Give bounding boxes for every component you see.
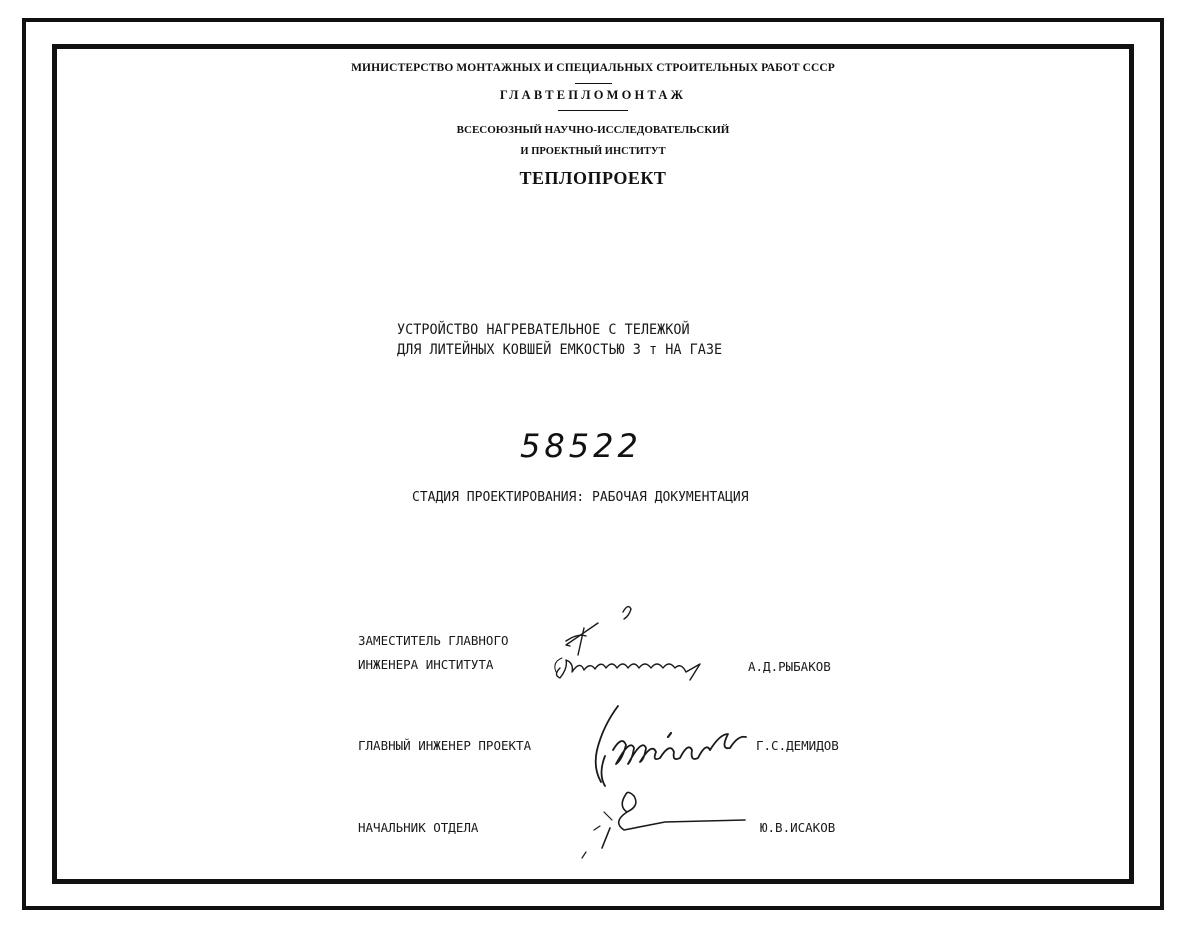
signature-1 xyxy=(555,607,700,680)
document-title-line-2: ДЛЯ ЛИТЕЙНЫХ КОВШЕЙ ЕМКОСТЬЮ 3 т НА ГАЗЕ xyxy=(397,341,723,359)
signature-2 xyxy=(596,706,746,786)
signatory-1-name: А.Д.РЫБАКОВ xyxy=(748,659,831,674)
signatory-2-name: Г.С.ДЕМИДОВ xyxy=(756,738,839,753)
glavk-name: ГЛАВТЕПЛОМОНТАЖ xyxy=(499,88,687,102)
signature-3 xyxy=(582,792,745,858)
document-title-line-1: УСТРОЙСТВО НАГРЕВАТЕЛЬНОЕ С ТЕЛЕЖКОЙ xyxy=(397,321,690,339)
design-stage: СТАДИЯ ПРОЕКТИРОВАНИЯ: РАБОЧАЯ ДОКУМЕНТАЦИЯ xyxy=(412,490,749,505)
signatory-1-position-line-1: ЗАМЕСТИТЕЛЬ ГЛАВНОГО xyxy=(358,633,509,648)
institute-name: ТЕПЛОПРОЕКТ xyxy=(519,168,667,188)
document-number: 58522 xyxy=(520,427,642,465)
signatory-1-position-line-2: ИНЖЕНЕРА ИНСТИТУТА xyxy=(358,657,494,672)
signatory-2-position: ГЛАВНЫЙ ИНЖЕНЕР ПРОЕКТА xyxy=(358,738,532,753)
institute-line-2: И ПРОЕКТНЫЙ ИНСТИТУТ xyxy=(520,146,666,157)
signatory-3-name: Ю.В.ИСАКОВ xyxy=(760,820,836,835)
institute-line-1: ВСЕСОЮЗНЫЙ НАУЧНО-ИССЛЕДОВАТЕЛЬСКИЙ xyxy=(456,124,730,136)
signatory-3-position: НАЧАЛЬНИК ОТДЕЛА xyxy=(358,820,479,835)
ministry-name: МИНИСТЕРСТВО МОНТАЖНЫХ И СПЕЦИАЛЬНЫХ СТРОИТЕЛЬНЫХ РАБОТ СССР xyxy=(351,62,835,74)
